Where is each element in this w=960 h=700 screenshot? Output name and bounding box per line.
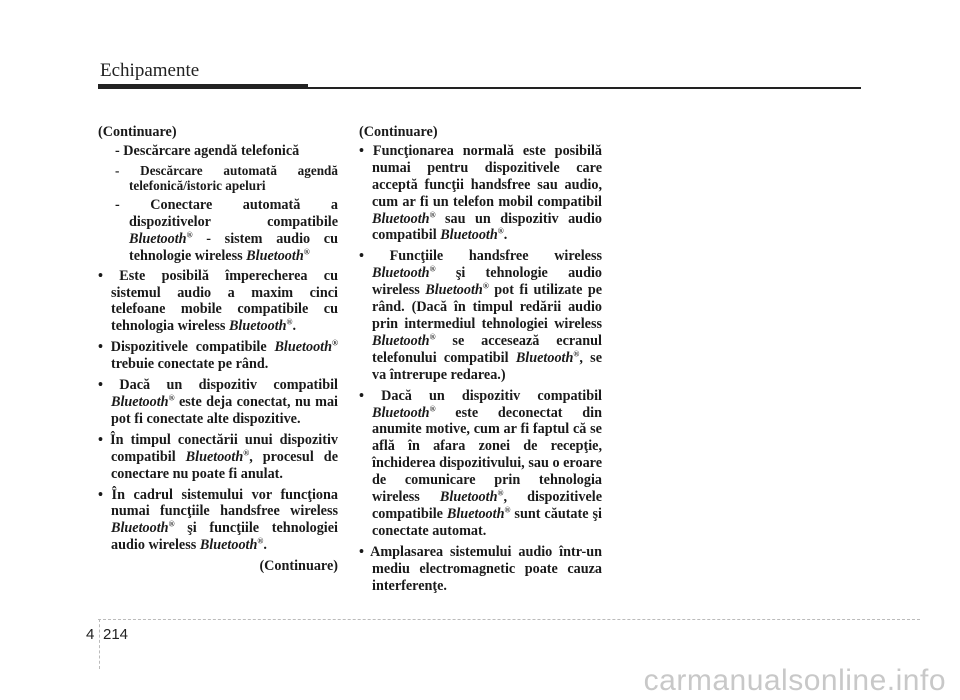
bluetooth-term: Bluetooth <box>111 520 169 537</box>
text: pot fi utilizate pe rând. (Dacă în timpul redării audio prin intermediul tehnologiei wireless <box>372 282 603 332</box>
text: • În timpul conectării unui dispozitiv compatibil <box>98 431 338 465</box>
text: şi funcţiile tehnologiei audio wireless <box>111 520 338 554</box>
text: . <box>292 318 297 335</box>
registered-mark: ® <box>482 281 489 291</box>
registered-mark: ® <box>168 519 175 529</box>
list-item: - Descărcare agendă telefonică <box>115 142 300 159</box>
page-number-value: 214 <box>103 626 129 643</box>
text: • Dacă un dispozitiv compatibil <box>98 377 338 394</box>
bluetooth-term: Bluetooth <box>274 339 333 356</box>
bluetooth-term: Bluetooth <box>111 393 169 410</box>
footer-dashed-line <box>98 619 920 620</box>
bullet-item <box>98 487 338 555</box>
text: • În cadrul sistemului vor funcţiona numai funcţiile handsfree wireless <box>98 486 338 520</box>
bluetooth-term: Bluetooth <box>185 448 244 465</box>
registered-mark: ® <box>429 264 436 274</box>
bluetooth-term: Bluetooth <box>372 404 430 421</box>
bluetooth-term: Bluetooth <box>439 489 498 506</box>
text: sunt căutate şi conectate automat. <box>372 505 602 539</box>
registered-mark: ® <box>429 403 436 413</box>
registered-mark: ® <box>504 505 511 515</box>
text: • Funcţionarea normală este posibilă numai pentru dispozitivele care acceptă funcţii handsfree sau audio, cum ar fi un telefon mobil compatibil <box>359 142 602 210</box>
header-rule-thin <box>308 87 861 89</box>
registered-mark: ® <box>243 447 250 457</box>
bullet-item <box>98 377 338 428</box>
bluetooth-term: Bluetooth <box>515 349 574 366</box>
registered-mark: ® <box>497 488 504 498</box>
text: • Este posibilă împerecherea cu sistemul audio a maxim cinci telefoane mobile compatibile cu tehnologia wireless <box>98 267 338 335</box>
continued-label: (Continuare) <box>259 558 338 575</box>
page-number <box>86 626 128 643</box>
text: şi tehnologie audio wireless <box>372 265 602 299</box>
bullet-item: • Amplasarea sistemului audio într-un mediu electromagnetic poate cauza interferenţe. <box>359 543 602 594</box>
watermark: carmanualsonline.info <box>643 664 946 697</box>
header-rule-thick <box>98 84 308 89</box>
registered-mark: ® <box>573 349 580 359</box>
section-title: Echipamente <box>100 60 200 81</box>
bluetooth-term: Bluetooth <box>199 537 258 554</box>
text: . <box>503 227 508 244</box>
registered-mark: ® <box>257 536 264 546</box>
bluetooth-term: Bluetooth <box>425 282 483 299</box>
registered-mark: ® <box>332 338 338 348</box>
text: • Dispozitivele compatibile <box>98 339 275 356</box>
text: , se va întrerupe redarea.) <box>372 349 602 383</box>
registered-mark: ® <box>497 226 504 236</box>
text: , dispozitivele compatibile <box>372 489 602 522</box>
right-column <box>359 124 602 598</box>
registered-mark: ® <box>286 317 293 327</box>
bluetooth-term: Bluetooth <box>440 227 498 244</box>
text: este deconectat din anumite motive, cum ar fi faptul că se află în afara zonei de recepţie, închiderea dispozitivului, sau o eroare de comunicare prin tehnologia wireless <box>372 404 602 506</box>
chapter-number: 4 <box>86 626 95 643</box>
text: • Dacă un dispozitiv compatibil <box>359 387 602 404</box>
continued-label: (Continuare) <box>359 124 438 140</box>
registered-mark: ® <box>168 393 175 403</box>
bullet-item <box>98 268 338 336</box>
text: sau un dispozitiv audio compatibil <box>372 210 602 244</box>
text: este deja conectat, nu mai pot fi conectate alte dispozitive. <box>111 393 338 427</box>
bluetooth-term: Bluetooth <box>446 505 505 522</box>
bluetooth-term: Bluetooth <box>129 230 187 247</box>
bluetooth-term: Bluetooth <box>228 318 287 335</box>
bluetooth-term: Bluetooth <box>372 265 430 282</box>
bluetooth-term: Bluetooth <box>246 247 304 264</box>
text: se accesează ecranul telefonului compatibil <box>372 332 602 366</box>
text: - Conectare automată a dispozitivelor compatibile <box>115 197 338 230</box>
registered-mark: ® <box>429 209 436 219</box>
text: . <box>263 537 267 554</box>
registered-mark: ® <box>186 230 193 240</box>
text: trebuie conectate pe rând. <box>111 356 269 373</box>
bullet-item <box>359 143 602 244</box>
bullet-item <box>359 248 602 383</box>
registered-mark: ® <box>429 332 436 342</box>
list-item <box>98 197 338 265</box>
bluetooth-term: Bluetooth <box>372 332 430 349</box>
left-column <box>98 124 338 575</box>
bullet-item <box>98 432 338 483</box>
bullet-item <box>98 339 338 373</box>
bluetooth-term: Bluetooth <box>372 210 430 227</box>
text: - sistem audio cu tehnologie wireless <box>129 230 338 264</box>
text: • Funcţiile handsfree wireless <box>359 248 602 265</box>
bullet-item <box>359 388 602 540</box>
registered-mark: ® <box>303 246 310 256</box>
list-item: - Descărcare automată agendă telefonică/istoric apeluri <box>115 162 338 194</box>
text: , procesul de conectare nu poate fi anulat. <box>111 448 338 482</box>
continued-label: (Continuare) <box>98 124 177 140</box>
